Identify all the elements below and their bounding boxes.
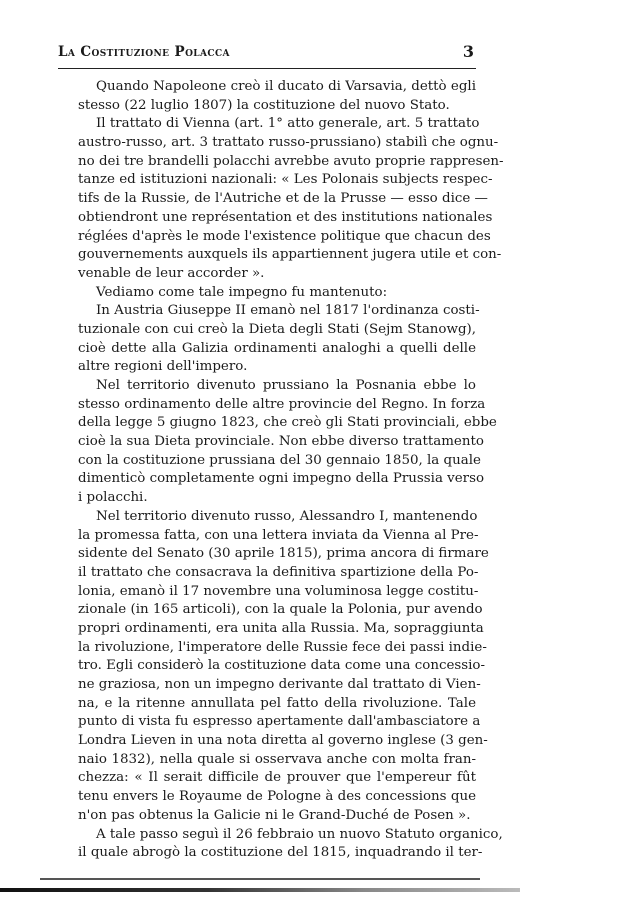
running-title: La Costituzione Polacca [58,44,230,60]
paragraph-1 [78,78,476,115]
paragraph-2 [78,115,504,283]
text-line: ne graziosa, non un impegno derivante dal trattato di Vien- [78,677,481,692]
paragraph-7 [78,826,503,863]
text-line: lonia, emanò il 17 novembre una voluminosa legge costitu- [78,583,479,599]
text-line: cioè dette alla Galizia ordinamenti analoghi a quelli delle [78,340,476,356]
text-line: tuzionale con cui creò la Dieta degli Stati (Sejm Stanowg), [78,321,476,337]
scan-line [40,878,480,880]
text-line: cioè la sua Dieta provinciale. Non ebbe diverso trattamento [78,434,484,450]
text-line: altre regioni dell'impero. [78,359,248,375]
text-line: tro. Egli considerò la costituzione data come una concessio- [78,658,486,674]
text-line: la rivoluzione, l'imperatore delle Russie fece dei passi indie- [78,639,487,655]
text-line: In Austria Giuseppe II emanò nel 1817 l'ordinanza costi- [96,303,480,319]
text-line: Il trattato di Vienna (art. 1° atto generale, art. 5 trattato [96,116,480,132]
page-number: 3 [462,42,474,61]
text-line: obtiendront une représentation et des institutions nationales [78,209,493,225]
text-line: tenu envers le Royaume de Pologne à des concessions que [78,789,476,805]
text-line: Londra Lieven in una nota diretta al governo inglese (3 gen- [78,733,488,749]
text-line: tanze ed istituzioni nazionali: « Les Polonais subjects respec- [78,172,493,188]
text-line: stesso (22 luglio 1807) la costituzione del nuovo Stato. [78,97,450,113]
text-line: Nel territorio divenuto russo, Alessandro I, mantenendo [96,508,478,524]
paragraph-4 [78,302,480,377]
text-line: propri ordinamenti, era unita alla Russia. Ma, sopraggiunta [78,620,484,636]
text-line: austro-russo, art. 3 trattato russo-prussiano) stabilì che ognu- [78,135,499,151]
text-line: na, e la ritenne annullata pel fatto della rivoluzione. Tale [78,695,476,711]
page-header [58,38,476,69]
text-line: Quando Napoleone creò il ducato di Varsavia, dettò egli [96,79,476,94]
text-line: tifs de la Russie, de l'Autriche et de la Prusse — esso dice — [78,191,488,207]
text-line: venable de leur accorder ». [78,265,265,281]
scan-shadow [0,888,520,892]
text-line: Vediamo come tale impegno fu mantenuto: [96,284,388,300]
text-line: naio 1832), nella quale si osservava anche con molta fran- [78,751,476,767]
text-line: réglées d'après le mode l'existence politique que chacun des [78,228,491,244]
paragraph-5 [78,377,497,508]
text-line: sidente del Senato (30 aprile 1815), prima ancora di firmare [78,546,489,562]
paragraph-3 [78,284,476,303]
text-line: il trattato che consacrava la definitiva spartizione della Po- [78,564,479,580]
text-line: gouvernements auxquels ils appartiennent jugera utile et con- [78,247,502,263]
text-line: i polacchi. [78,490,148,506]
body-text [78,78,504,863]
text-line: A tale passo seguì il 26 febbraio un nuovo Statuto organico, [96,826,503,842]
text-line: dimenticò completamente ogni impegno della Prussia verso [78,471,485,487]
paragraph-6 [78,508,489,826]
text-line: la promessa fatta, con una lettera inviata da Vienna al Pre- [78,527,479,543]
text-line: no dei tre brandelli polacchi avrebbe avuto proprie rappresen- [78,153,504,169]
text-line: il quale abrogò la costituzione del 1815, inquadrando il ter- [78,845,483,861]
text-line: Nel territorio divenuto prussiano la Posnania ebbe lo [96,378,476,393]
scan-edge-artifact [0,874,520,900]
text-line: stesso ordinamento delle altre provincie del Regno. In forza [78,396,486,412]
text-line: della legge 5 giugno 1823, che creò gli Stati provinciali, ebbe [78,415,497,431]
text-line: con la costituzione prussiana del 30 gennaio 1850, la quale [78,452,481,468]
text-line: punto di vista fu espresso apertamente dall'ambasciatore a [78,714,481,730]
text-line: zionale (in 165 articoli), con la quale la Polonia, pur avendo [78,602,483,618]
text-line: chezza: « Il serait difficile de prouver que l'empereur fût [78,770,476,786]
text-line: n'on pas obtenus la Galicie ni le Grand-Duché de Posen ». [78,807,471,823]
